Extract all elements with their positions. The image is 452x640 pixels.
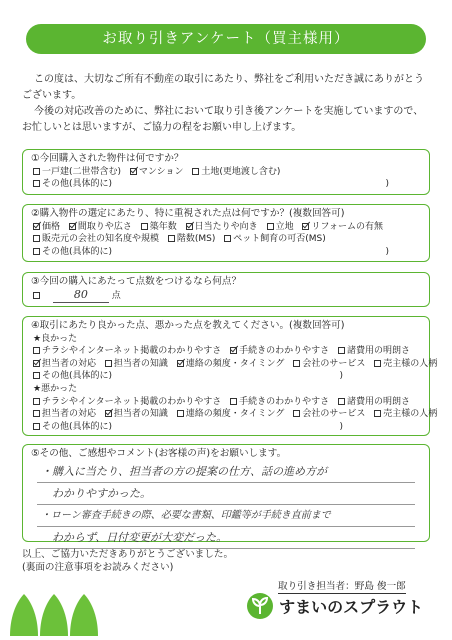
q4-good-option-staff-knowledge[interactable]: 担当者の知識: [105, 359, 168, 369]
question-1-text: ①今回購入された物件は何ですか？: [31, 153, 184, 164]
q4-bad-option-contact[interactable]: 連絡の頻度・タイミング: [177, 409, 285, 419]
q3-score-value: 80: [73, 287, 88, 301]
q5-answer-line-1[interactable]: ・購入に当たり、担当者の方の提案の仕方、話の進め方が: [37, 461, 415, 483]
q1-other-row[interactable]: その他(具体的に) ): [31, 178, 421, 191]
q4-good-option-procedure[interactable]: 手続きのわかりやすさ: [230, 346, 329, 356]
logo-text: すまいのスプラウト: [279, 597, 424, 617]
question-1-box: [22, 149, 430, 195]
q1-checkbox-other[interactable]: [33, 180, 40, 187]
leaf-icon: [70, 594, 98, 636]
q1-option-mansion[interactable]: マンション: [130, 167, 184, 177]
q5-answer-line-4[interactable]: わからず、日付変更が大変だった。: [37, 527, 415, 549]
question-1-options: [31, 166, 421, 179]
q2-option-location[interactable]: 立地: [267, 222, 294, 232]
q4-good-row-2: [31, 358, 438, 371]
q3-score-field[interactable]: [53, 289, 109, 304]
q2-option-company[interactable]: 販売元の会社の知名度や規模: [33, 234, 159, 244]
q4-bad-option-procedure[interactable]: 手続きのわかりやすさ: [230, 397, 329, 407]
q4-good-option-service[interactable]: 会社のサービス: [293, 359, 365, 369]
intro-text: [22, 72, 432, 136]
q4-bad-row-1: [31, 396, 421, 409]
closing-thanks: 以上、ご協力いただきありがとうございました。: [22, 549, 234, 560]
q4-good-option-ads[interactable]: チラシやインターネット掲載のわかりやすさ: [33, 346, 221, 356]
q4-bad-option-ads[interactable]: チラシやインターネット掲載のわかりやすさ: [33, 397, 221, 407]
question-2-text: ②購入物件の選定にあたり、特に重視された点は何ですか？(複数回答可): [31, 208, 345, 219]
q2-option-age[interactable]: 築年数: [141, 222, 177, 232]
q2-option-floor[interactable]: 階数(MS): [168, 234, 216, 244]
q1-option-land[interactable]: 土地(更地渡し含む): [192, 167, 280, 177]
q1-checkbox-land[interactable]: [192, 168, 199, 175]
q1-checkbox-mansion[interactable]: [130, 168, 137, 175]
survey-title: お取り引きアンケート（買主様用）: [26, 24, 426, 54]
q2-checkbox-other[interactable]: [33, 248, 40, 255]
intro-paragraph-2: 今後の対応改善のために、弊社において取り引き後アンケートを実施していますので、お忙しいとは思いますが、ご協力の程をお願い申し上げます。: [22, 106, 424, 133]
q4-good-option-seller[interactable]: 売主様の人柄: [374, 359, 437, 369]
sprout-logo-icon: [246, 592, 274, 620]
question-3-box: [22, 272, 430, 307]
q4-bad-option-staff-knowledge[interactable]: 担当者の知識: [105, 409, 168, 419]
staff-name: 取り引き担当者：野島 俊一郎: [278, 578, 406, 594]
question-5-text: ⑤その他、ご感想やコメント(お客様の声)をお願いします。: [31, 448, 287, 459]
q2-option-pets[interactable]: ペット飼育の可否(MS): [224, 234, 326, 244]
question-3-text: ③今回の購入にあたって点数をつけるなら何点？: [31, 276, 242, 287]
q4-good-option-contact[interactable]: 連絡の頻度・タイミング: [177, 359, 285, 369]
q2-option-sunlight[interactable]: 日当たりや向き: [186, 222, 258, 232]
question-2-box: [22, 204, 430, 262]
q4-bad-other-row[interactable]: その他(具体的に) ): [31, 421, 421, 434]
question-3-score-row: 80 点: [31, 289, 421, 304]
q2-option-reform[interactable]: リフォームの有無: [302, 222, 383, 232]
leaf-decoration: [6, 590, 102, 638]
q4-good-row-1: [31, 345, 421, 358]
q2-option-price[interactable]: 価格: [33, 222, 60, 232]
q4-good-option-staff-response[interactable]: 担当者の対応: [33, 359, 96, 369]
intro-paragraph-1: この度は、大切なご所有不動産の取引にあたり、弊社をご利用いただき誠にありがとうございます。: [22, 74, 424, 101]
q4-bad-row-2: [31, 408, 438, 421]
q4-bad-label: ★悪かった: [33, 383, 78, 394]
q5-answer-line-3[interactable]: ・ローン審査手続きの際、必要な書類、印鑑等が手続き直前まで: [37, 505, 415, 527]
leaf-icon: [10, 594, 38, 636]
q4-bad-option-seller[interactable]: 売主様の人柄: [374, 409, 437, 419]
q4-bad-option-fees[interactable]: 諸費用の明朗さ: [338, 397, 410, 407]
q1-option-house[interactable]: 一戸建(二世帯含む): [33, 167, 121, 177]
q4-good-other-row[interactable]: その他(具体的に) ): [31, 370, 421, 383]
question-5-box: [22, 444, 430, 542]
question-2-row-1: [31, 221, 421, 234]
q5-answer-line-2[interactable]: わかりやすかった。: [37, 483, 415, 505]
q2-other-row[interactable]: その他(具体的に) ): [31, 246, 421, 259]
q2-option-layout[interactable]: 間取りや広さ: [69, 222, 132, 232]
closing-text: [22, 548, 233, 575]
q1-checkbox-house[interactable]: [33, 168, 40, 175]
question-4-text: ④取引にあたり良かった点、悪かった点を教えてください。(複数回答可): [31, 320, 345, 331]
question-4-box: [22, 316, 438, 436]
closing-note: (裏面の注意事項をお読みください): [22, 562, 174, 574]
q3-checkbox[interactable]: [33, 292, 40, 299]
question-2-row-2: [31, 233, 421, 246]
company-logo: [246, 592, 423, 620]
q4-bad-option-service[interactable]: 会社のサービス: [293, 409, 365, 419]
leaf-icon: [40, 594, 68, 636]
q4-bad-option-staff-response[interactable]: 担当者の対応: [33, 409, 96, 419]
q4-good-option-fees[interactable]: 諸費用の明朗さ: [338, 346, 410, 356]
q4-good-label: ★良かった: [33, 333, 78, 344]
